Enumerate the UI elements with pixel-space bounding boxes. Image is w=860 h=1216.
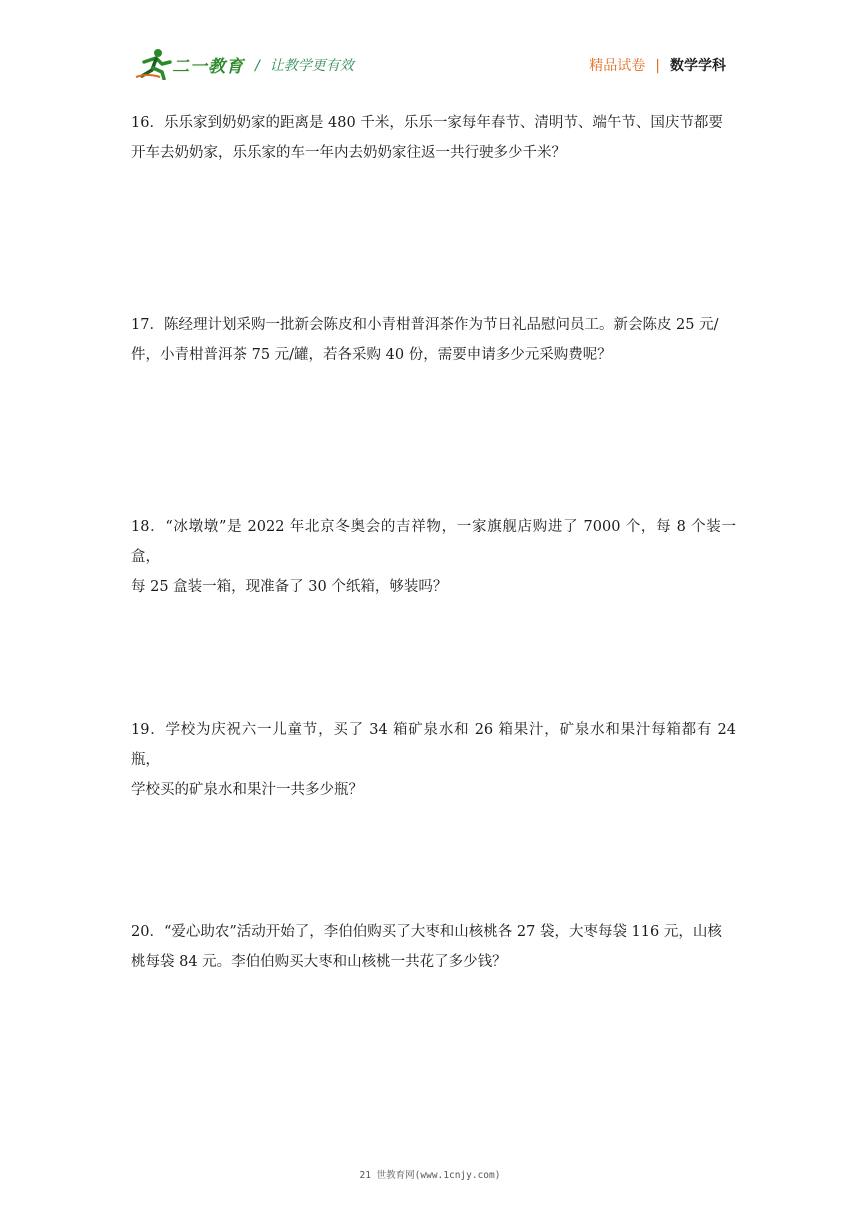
question-line: 17．陈经理计划采购一批新会陈皮和小青柑普洱茶作为节日礼品慰问员工。新会陈皮 25 元/ [131,317,719,333]
question-line: 20．“爱心助农”活动开始了，李伯伯购买了大枣和山核桃各 27 袋，大枣每袋 116 元，山核 [131,924,722,940]
slogan-text: 让教学更有效 [269,58,354,74]
header-right [589,55,726,75]
header-divider: | [655,58,660,74]
slogan-separator: / [255,58,260,74]
subject-label: 数学学科 [670,58,726,74]
quality-paper-tag: 精品试卷 [589,58,646,74]
question-19 [131,715,736,805]
question-line: 16．乐乐家到奶奶家的距离是 480 千米，乐乐一家每年春节、清明节、端午节、国庆节都要 [131,115,723,131]
question-line: 桃每袋 84 元。李伯伯购买大枣和山核桃一共花了多少钱？ [131,954,507,970]
question-line: 18．“冰墩墩”是 2022 年北京冬奥会的吉祥物，一家旗舰店购进了 7000 个，每 8 个装一盒， [131,519,736,565]
question-line: 每 25 盒装一箱，现准备了 30 个纸箱，够装吗？ [131,579,448,595]
question-17 [131,310,736,370]
logo-wordmark: 二一教育 [172,57,244,77]
question-16 [131,108,736,168]
question-line: 开车去奶奶家，乐乐家的车一年内去奶奶家往返一共行驶多少千米？ [131,145,566,161]
header-slogan [255,55,354,75]
question-20 [131,917,736,977]
question-line: 学校买的矿泉水和果汁一共多少瓶？ [131,782,363,798]
page-header [0,0,860,90]
question-line: 19．学校为庆祝六一儿童节，买了 34 箱矿泉水和 26 箱果汁，矿泉水和果汁每箱都有 24 瓶， [131,722,736,768]
page-footer: 21 世教育网(www.1cnjy.com) [359,1170,501,1181]
question-18 [131,512,736,602]
question-line: 件，小青柑普洱茶 75 元/罐，若各采购 40 份，需要申请多少元采购费呢？ [131,347,612,363]
